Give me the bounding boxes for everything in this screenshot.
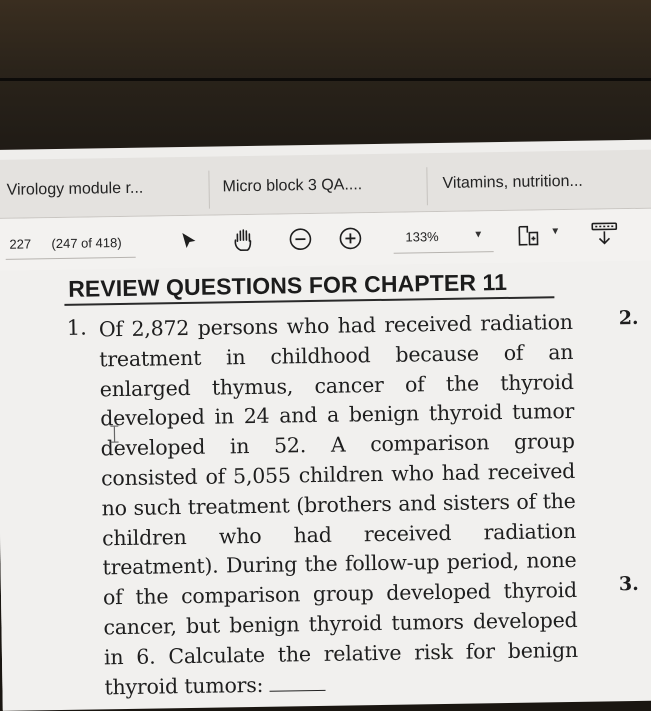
hand-pan-icon[interactable] [228, 225, 258, 255]
zoom-field-underline [394, 251, 494, 254]
zoom-in-icon[interactable] [335, 223, 365, 253]
page-number-input[interactable]: 227 [9, 236, 31, 251]
zoom-out-icon[interactable] [285, 224, 315, 254]
tab-vitamins-nutrition[interactable]: Vitamins, nutrition... [442, 173, 582, 193]
next-question-number-a: 2. [619, 307, 639, 329]
zoom-level-select[interactable]: 133% [405, 229, 438, 245]
text-cursor-icon [108, 425, 120, 443]
page-field-underline [6, 257, 136, 260]
fit-dropdown-icon[interactable]: ▼ [550, 226, 560, 237]
next-question-number-b: 3. [619, 573, 639, 595]
tab-micro-block[interactable]: Micro block 3 QA.... [222, 176, 362, 196]
answer-blank [269, 671, 325, 691]
fit-page-icon[interactable] [513, 220, 543, 250]
pointer-arrow-icon[interactable] [173, 226, 203, 256]
tab-bar [0, 149, 651, 219]
question-number: 1. [67, 316, 87, 340]
tab-virology-module[interactable]: Virology module r... [7, 180, 144, 200]
question-text [99, 308, 579, 703]
pdf-viewer-window [0, 139, 651, 710]
tab-separator [208, 171, 210, 209]
chapter-heading: REVIEW QUESTIONS FOR CHAPTER 11 [68, 269, 507, 303]
question-body: Of 2,872 persons who had received radiation treatment in childhood because of an enlarged thymus, cancer of the thyroid developed in 24 and a benign thyroid tumor developed in 52. A comparison group consisted of 5,055 children who had received no such treatment (brothers and sisters of the children who had received radiation treatment). During the follow-up period, none of the comparison group developed thyroid cancer, but benign thyroid tumors developed in 6. Calculate the relative risk for benign thyroid tumors: [99, 310, 578, 699]
pdf-page [0, 260, 651, 711]
zoom-dropdown-icon[interactable]: ▼ [473, 229, 483, 240]
download-icon[interactable] [587, 219, 617, 249]
bezel-edge [0, 78, 651, 81]
tab-separator [426, 167, 428, 205]
page-count: (247 of 418) [51, 235, 121, 251]
